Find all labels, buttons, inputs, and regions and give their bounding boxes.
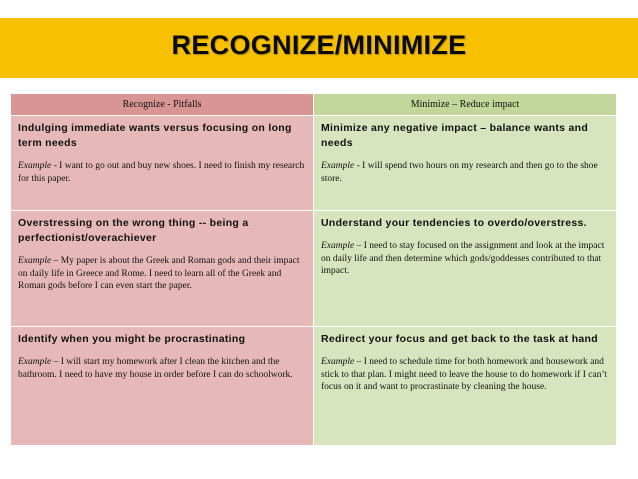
minimize-cell — [314, 211, 617, 327]
example-text: – I need to stay focused on the assignment and look at the impact on daily life and then determine which gods/goddesses contributed to that impact. — [321, 241, 605, 276]
example-text: – I need to schedule time for both homework and housework and stick to that plan. I might need to leave the house to do homework if I can’t focus on it and want to procrastinate by cleaning the house. — [321, 357, 608, 392]
minimize-heading: Understand your tendencies to overdo/overstress. — [321, 217, 587, 229]
example-text: – My paper is about the Greek and Roman gods and their impact on daily life in Greece and Rome. I need to learn all of the Greek and Roman gods before I can even start the paper. — [18, 256, 300, 291]
pitfall-cell — [11, 116, 314, 211]
pitfall-example — [18, 255, 306, 293]
table-row — [11, 211, 617, 327]
pitfall-heading: Overstressing on the wrong thing -- being a perfectionist/overachiever — [18, 217, 249, 244]
pitfall-cell — [11, 211, 314, 327]
example-label: Example — [18, 161, 52, 171]
minimize-example — [321, 160, 609, 185]
table-row — [11, 116, 617, 211]
example-label: Example — [18, 256, 52, 266]
pitfall-example — [18, 160, 306, 185]
example-label: Example — [321, 357, 355, 367]
minimize-example — [321, 356, 609, 394]
pitfall-cell — [11, 327, 314, 446]
minimize-cell — [314, 327, 617, 446]
example-label: Example — [18, 357, 52, 367]
pitfall-heading: Identify when you might be procrastinating — [18, 333, 246, 345]
column-header-recognize: Recognize - Pitfalls — [11, 94, 314, 116]
pitfall-heading: Indulging immediate wants versus focusing on long term needs — [18, 122, 292, 149]
example-label: Example — [321, 241, 355, 251]
page-title: RECOGNIZE/MINIMIZE — [171, 30, 467, 60]
pitfall-example — [18, 356, 306, 381]
minimize-heading: Redirect your focus and get back to the task at hand — [321, 333, 598, 345]
recognize-minimize-table — [10, 93, 617, 446]
minimize-heading: Minimize any negative impact – balance wants and needs — [321, 122, 589, 149]
example-text: - I will spend two hours on my research and then go to the shoe store. — [321, 161, 598, 184]
minimize-cell — [314, 116, 617, 211]
column-header-minimize: Minimize – Reduce impact — [314, 94, 617, 116]
header-row — [11, 94, 617, 116]
example-label: Example — [321, 161, 355, 171]
example-text: – I will start my homework after I clean the kitchen and the bathroom. I need to have my house in order before I can do schoolwork. — [18, 357, 293, 380]
table-row — [11, 327, 617, 446]
minimize-example — [321, 240, 609, 278]
example-text: - I want to go out and buy new shoes. I need to finish my research for this paper. — [18, 161, 305, 184]
